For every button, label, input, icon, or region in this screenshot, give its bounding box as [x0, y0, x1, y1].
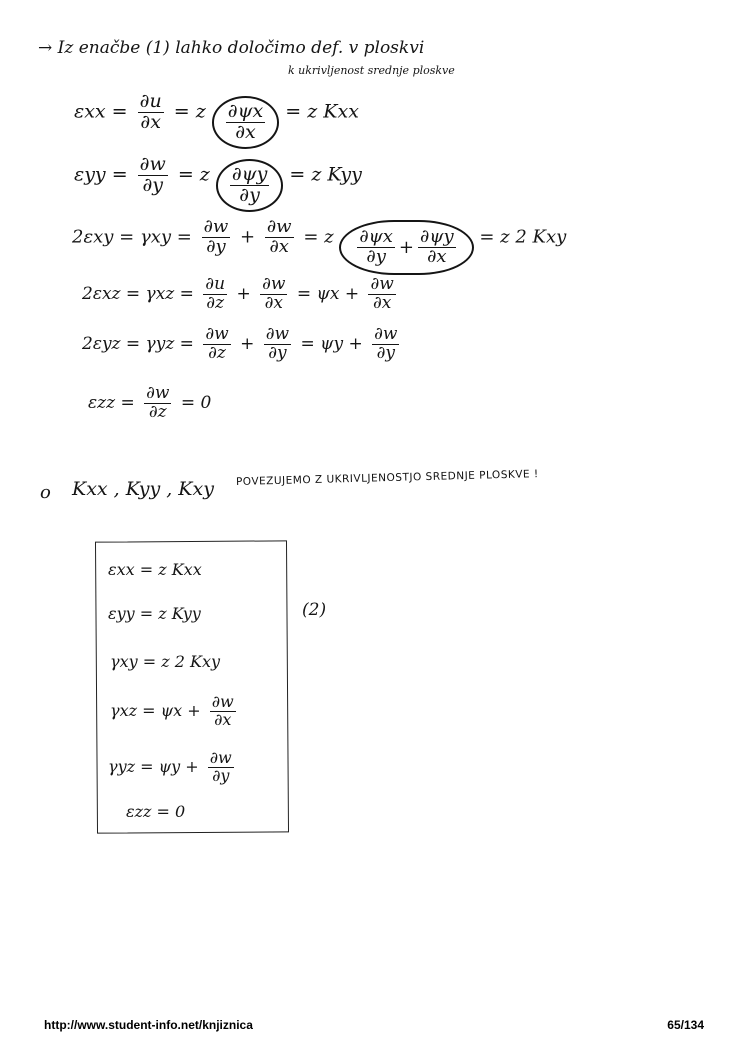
eq4-frac1: $\frac{\partial u}{\partial z}$: [205, 274, 226, 313]
eq4-frac3: $\frac{\partial w}{\partial x}$: [370, 274, 394, 313]
eq3-rhs: = z 2 Kxy: [479, 226, 567, 248]
equation-label-2: (2): [302, 600, 327, 620]
eq1-rhs: = z Kxx: [285, 100, 359, 123]
eq4-frac2: $\frac{\partial w}{\partial x}$: [262, 274, 286, 313]
eq4-lhs: 2εxz = γxz =: [82, 283, 194, 304]
eq6-frac1: $\frac{\partial w}{\partial z}$: [146, 383, 170, 422]
equation-eyz: [82, 326, 403, 363]
box-row-gxy: γxy = z 2 Kxy: [110, 652, 220, 671]
eq6-rhs: = 0: [180, 392, 212, 413]
eq2-mid: = z: [177, 163, 210, 186]
eq3-mid: = z: [303, 226, 334, 248]
eq4-plus: +: [236, 283, 251, 304]
eq1-lhs: εxx =: [74, 100, 128, 123]
eq5-frac1: $\frac{\partial w}{\partial z}$: [205, 324, 229, 363]
side-note: k ukrivljenost srednje ploskve: [288, 64, 455, 77]
box-row-gxz-frac: $\frac{\partial w}{\partial x}$: [211, 692, 234, 729]
eq5-frac2: $\frac{\partial w}{\partial y}$: [265, 324, 290, 363]
eq5-frac3: $\frac{\partial w}{\partial y}$: [374, 324, 398, 363]
eq5-plus: +: [240, 333, 255, 354]
box-row-ezz: εzz = 0: [126, 802, 186, 821]
eq2-rhs: = z Kyy: [289, 163, 362, 186]
header-note: → Iz enačbe (1) lahko določimo def. v ploskvi: [38, 38, 425, 58]
eq5-mid: = ψy +: [300, 333, 363, 354]
equation-eyy: [74, 155, 362, 212]
eq1-circled-term: $\frac{\partial\psi x}{\partial x}$: [212, 96, 279, 149]
statement-symbols: Kxx , Kyy , Kxy: [72, 478, 214, 500]
eq1-frac1: $\frac{\partial u}{\partial x}$: [139, 90, 162, 133]
footer-url[interactable]: http://www.student-info.net/knjiznica: [44, 1018, 253, 1032]
eq2-lhs: εyy =: [74, 163, 128, 186]
box-row-gxz: γxz = ψx + $\frac{\partial w}{\partial x}$: [110, 692, 234, 729]
eq2-frac1: $\frac{\partial w}{\partial y}$: [139, 153, 166, 196]
eq3-lhs: 2εxy = γxy =: [72, 226, 192, 248]
eq3-circled-term: $\frac{\partial\psi x}{\partial y}$ + $\frac{\partial\psi y}{\partial x}$: [339, 220, 473, 275]
equation-ezz: [88, 385, 211, 422]
page-number: 65/134: [667, 1018, 704, 1032]
eq1-mid: = z: [173, 100, 206, 123]
eq4-mid: = ψx +: [296, 283, 360, 304]
eq3-frac1: $\frac{\partial w}{\partial y}$: [203, 216, 229, 257]
box-row-exx: εxx = z Kxx: [108, 560, 202, 579]
box-row-eyy: εyy = z Kyy: [108, 604, 201, 623]
eq3-frac2: $\frac{\partial w}{\partial x}$: [266, 216, 292, 257]
eq5-lhs: 2εyz = γyz =: [82, 333, 194, 354]
eq2-circled-term: $\frac{\partial\psi y}{\partial y}$: [216, 159, 283, 212]
eq6-lhs: εzz =: [88, 392, 135, 413]
box-row-gyz-frac: $\frac{\partial w}{\partial y}$: [209, 748, 232, 785]
summary-box: [95, 540, 289, 833]
equation-exx: [74, 92, 359, 149]
equation-exy: [72, 218, 566, 275]
statement-text: POVEZUJEMO Z UKRIVLJENOSTJO SREDNJE PLOSKVE !: [235, 468, 539, 488]
bullet-marker: o: [40, 482, 51, 503]
box-row-gyz: γyz = ψy + $\frac{\partial w}{\partial y}$: [108, 748, 232, 785]
equation-exz: [82, 276, 400, 313]
eq3-plus: +: [240, 226, 256, 248]
